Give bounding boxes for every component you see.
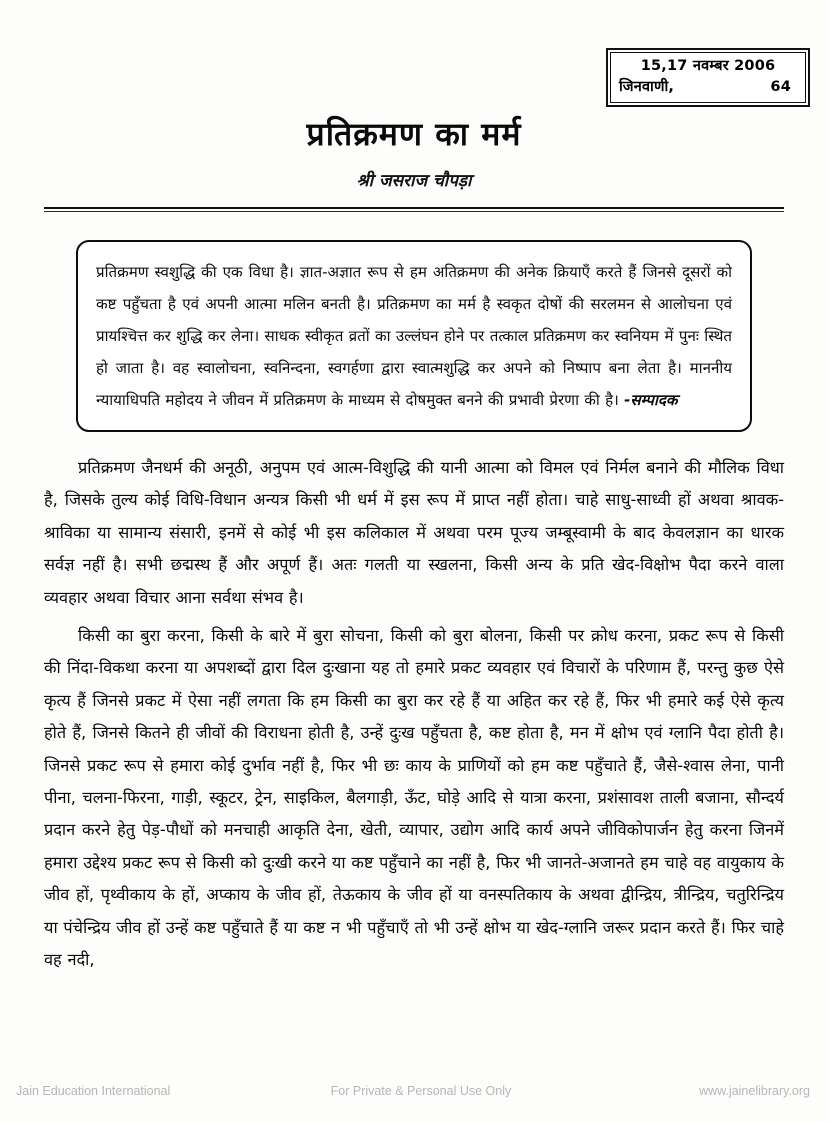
footer-organization: Jain Education International	[16, 1084, 171, 1098]
body-paragraph: प्रतिक्रमण जैनधर्म की अनूठी, अनुपम एवं आत्म-विशुद्धि की यानी आत्मा को विमल एवं निर्मल बनाने की मौलिक विधा है, जिसके तुल्य कोई विधि-विधान अन्यत्र किसी भी धर्म में इस रूप में प्राप्त नहीं होता। चाहे साधु-साध्वी हों अथवा श्रावक-श्राविका या सामान्य संसारी, इनमें से कोई भी इस कलिकाल में अथवा परम पूज्य जम्बूस्वामी के बाद केवलज्ञान का धारक सर्वज्ञ नहीं है। सभी छद्मस्थ हैं और अपूर्ण हैं। अतः गलती या स्खलना, किसी अन्य के प्रति खेद-विक्षोभ पैदा करने वाला व्यवहार अथवा विचार आना सर्वथा संभव है।	[44, 458, 784, 607]
issue-date: 15,17 नवम्बर 2006	[640, 58, 776, 74]
footer-usage-notice: For Private & Personal Use Only	[330, 1084, 512, 1098]
page-footer	[0, 1084, 828, 1098]
abstract-box	[76, 240, 752, 432]
abstract-signature: -सम्पादक	[624, 391, 678, 409]
author-byline: श्री जसराज चौपड़ा	[356, 171, 472, 191]
issue-info-box	[606, 48, 810, 107]
body-column	[44, 452, 784, 981]
issue-info-box-inner	[610, 52, 806, 103]
title-divider	[44, 207, 784, 212]
footer-website: www.jainelibrary.org	[699, 1084, 810, 1098]
abstract-text-block	[96, 256, 732, 416]
divider-thick-line	[44, 207, 784, 209]
journal-name: जिनवाणी,	[619, 79, 675, 96]
page-title: प्रतिक्रमण का मर्म	[306, 115, 522, 153]
journal-and-page	[619, 77, 797, 98]
divider-thin-line	[44, 211, 784, 212]
page-number: 64	[770, 79, 791, 96]
body-paragraph: किसी का बुरा करना, किसी के बारे में बुरा सोचना, किसी को बुरा बोलना, किसी पर क्रोध करना, प्रकट रूप से किसी की निंदा-विकथा करना या अपशब्दों द्वारा दिल दुःखाना यह तो हमारे प्रकट व्यवहार एवं विचारों के परिणाम हैं, परन्तु कुछ ऐसे कृत्य हैं जिनसे प्रकट में ऐसा नहीं लगता कि हम किसी का बुरा कर रहे हैं या अहित कर रहे हैं, फिर भी हमारे कई ऐसे कृत्य होते हैं, जिनसे कितने ही जीवों की विराधना होती है, उन्हें दुःख पहुँचता है, कष्ट होता है, मन में क्षोभ एवं ग्लानि पैदा होती है। जिनसे प्रकट रूप से हमारा कोई दुर्भाव नहीं है, फिर भी छः काय के प्राणियों को हम कष्ट पहुँचाते हैं, जैसे-श्वास लेना, पानी पीना, चलना-फिरना, गाड़ी, स्कूटर, ट्रेन, साइकिल, बैलगाड़ी, ऊँट, घोड़े आदि से यात्रा करना, प्रशंसावश ताली बजाना, सौन्दर्य प्रदान करने हेतु पेड़-पौधों को मनचाही आकृति देना, खेती, व्यापार, उद्योग आदि कार्य अपने जीविकोपार्जन हेतु करना जिनमें हमारा उद्देश्य प्रकट रूप से किसी को दुःखी करने या कष्ट पहुँचाने का नहीं है, फिर भी जानते-अजानते हम चाहे वह वायुकाय के जीव हों, पृथ्वीकाय के हों, अप्काय के जीव हों, तेऊकाय के जीव हों या वनस्पतिकाय के अथवा द्वीन्द्रिय, त्रीन्द्रिय, चतुरिन्द्रिय या पंचेन्द्रिय जीव हों उन्हें कष्ट पहुँचाते हैं या कष्ट न भी पहुँचाएँ तो भी उन्हें क्षोभ या खेद-ग्लानि जरूर प्रदान करते हैं। फिर चाहे वह नदी,	[44, 626, 785, 970]
abstract-body: प्रतिक्रमण स्वशुद्धि की एक विधा है। ज्ञात-अज्ञात रूप से हम अतिक्रमण की अनेक क्रियाएँ करते हैं जिनसे दूसरों को कष्ट पहुँचता है एवं अपनी आत्मा मलिन बनती है। प्रतिक्रमण का मर्म है स्वकृत दोषों की सरलमन से आलोचना एवं प्रायश्चित्त कर शुद्धि कर लेना। साधक स्वीकृत व्रतों का उल्लंघन होने पर तत्काल प्रतिक्रमण कर स्वनियम में पुनः स्थित हो जाता है। वह स्वालोचना, स्वनिन्दना, स्वगर्हणा द्वारा स्वात्मशुद्धि कर अपने को निष्पाप बना लेता है। माननीय न्यायाधिपति महोदय ने जीवन में प्रतिक्रमण के माध्यम से दोषमुक्त बनने की प्रभावी प्रेरणा की है।	[96, 263, 732, 409]
